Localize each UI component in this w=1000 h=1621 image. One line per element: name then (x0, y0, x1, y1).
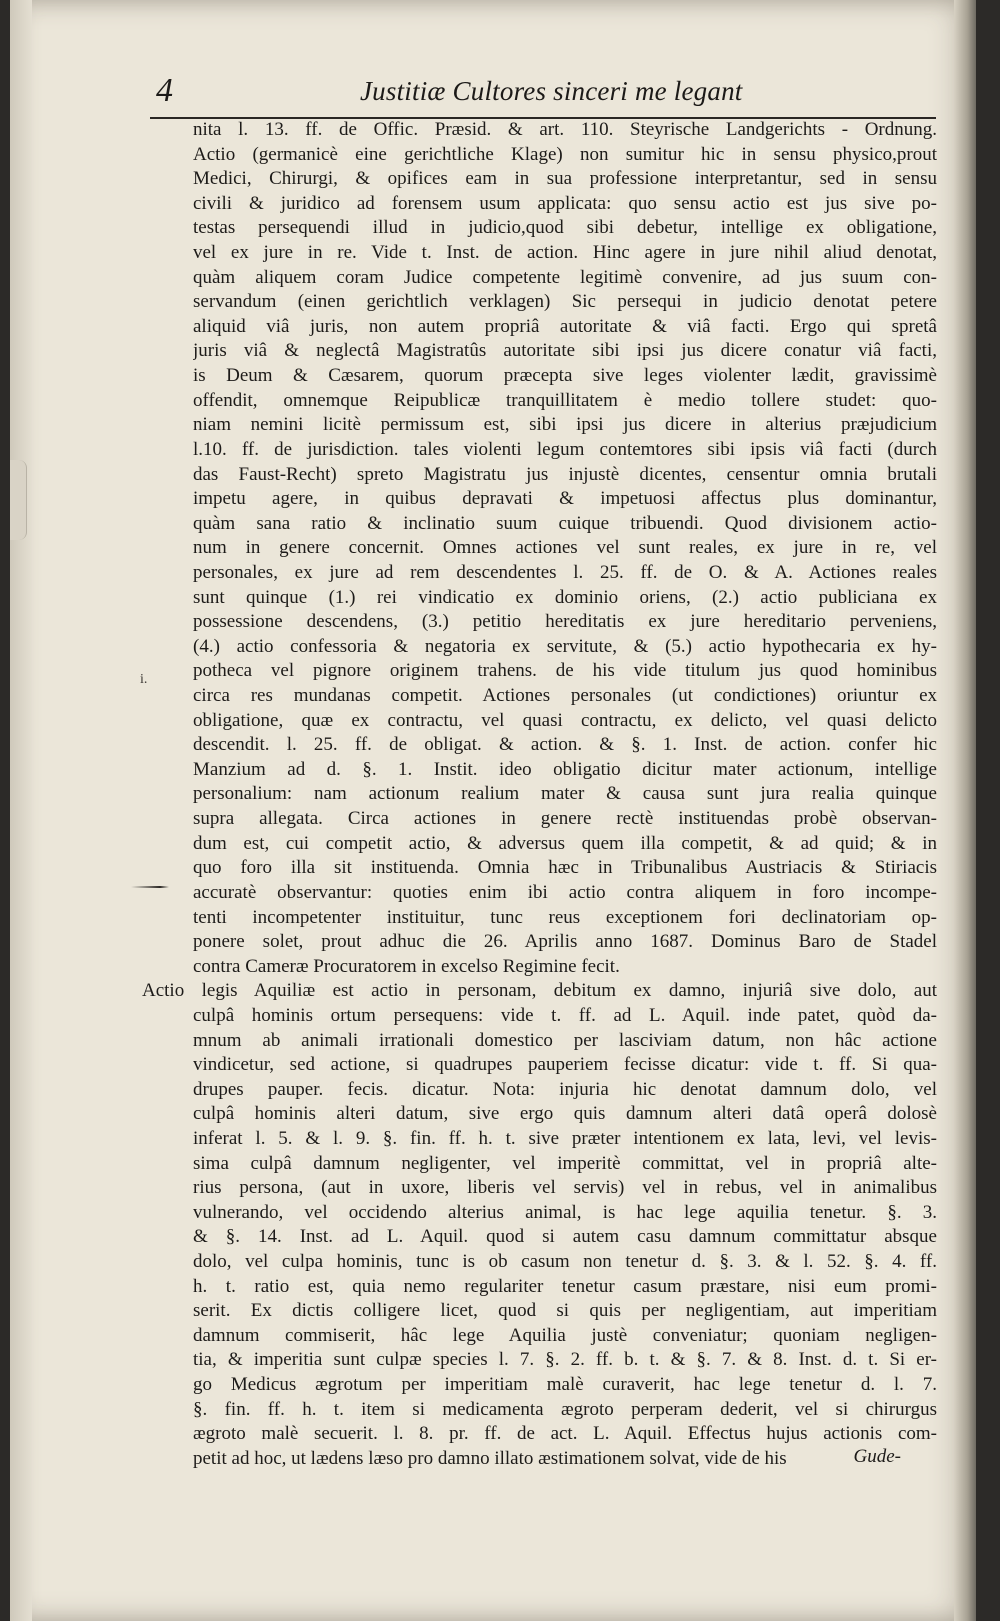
text-line: possessione descendens, (3.) petitio hereditatis ex jure hereditario perveniens, (193, 611, 937, 633)
text-line: Manzium ad d. §. 1. Instit. ideo obligatio dicitur mater actionum, intellige (193, 758, 937, 780)
text-line: & §. 14. Inst. ad L. Aquil. quod si autem casu damnum committatur absque (193, 1226, 937, 1248)
text-line: potheca vel pignore originem trahens. de his vide titulum jus quod hominibus (193, 660, 937, 682)
text-line: sima culpâ damnum negligenter, vel imperitè committat, vel in propriâ alte- (193, 1152, 937, 1174)
text-line: circa res mundanas competit. Actiones personales (ut condictiones) oriuntur ex (193, 685, 937, 707)
page-gutter (10, 0, 32, 1621)
text-line: Actio legis Aquiliæ est actio in personam, debitum ex damno, injuriâ sive dolo, aut (142, 980, 937, 1002)
text-line: civili & juridico ad forensem usum applicata: quo sensu actio est jus sive po- (193, 192, 937, 214)
text-line: das Faust-Recht) spreto Magistratu jus injustè dicentes, censentur omnia brutali (193, 463, 937, 485)
text-line: personales, ex jure ad rem descendentes l. 25. ff. de O. & A. Actiones reales (193, 561, 937, 583)
text-line: §. fin. ff. h. t. item si medicamenta ægroto perperam dederit, vel si chirurgus (193, 1398, 937, 1420)
text-line: servandum (einen gerichtlich verklagen) Sic persequi in judicio denotat petere (193, 291, 937, 313)
text-line: petit ad hoc, ut lædens læso pro damno illato æstimationem solvat, vide de his (193, 1447, 787, 1469)
text-line: dolo, vel culpa hominis, tunc is ob casum non tenetur d. §. 3. & l. 52. §. 4. ff. (193, 1251, 937, 1273)
text-line: quàm aliquem coram Judice competente legitimè convenire, ad jus suum con- (193, 266, 937, 288)
running-title: Justitiæ Cultores sinceri me legant (360, 76, 743, 106)
book-page (10, 0, 976, 1621)
text-line: vulnerando, vel occidendo alterius animal, is hac lege aquilia tenetur. §. 3. (193, 1201, 937, 1223)
text-line: testas persequendi illud in judicio,quod sibi debetur, intellige ex obligatione, (193, 217, 937, 239)
text-line: personalium: nam actionum realium mater & causa sunt jura realia quinque (193, 783, 937, 805)
text-line: culpâ hominis ortum persequens: vide t. ff. ad L. Aquil. inde patet, quòd da- (193, 1004, 937, 1026)
text-line: mnum ab animali irrationali domestico per lasciviam datum, non hâc actione (193, 1029, 937, 1051)
text-line: Actio (germanicè eine gerichtliche Klage) non sumitur hic in sensu physico,prout (193, 143, 937, 165)
text-line: Medici, Chirurgi, & opifices eam in sua professione interpretantur, sed in sensu (193, 168, 937, 190)
page-tab (10, 460, 27, 540)
text-line: impetu agere, in quibus depravati & impetuosi affectus plus dominantur, (193, 488, 937, 510)
text-line: culpâ hominis alteri datum, sive ergo quis damnum alteri datâ operâ dolosè (193, 1103, 937, 1125)
paragraph-actio (142, 118, 937, 979)
text-line: tia, & imperitia sunt culpæ species l. 7. §. 2. ff. b. t. & §. 7. & 8. Inst. d. t. Si er- (193, 1349, 937, 1371)
text-line: tenti incompetenter instituitur, tunc reus exceptionem fori declinatoriam op- (193, 906, 937, 928)
text-line: go Medicus ægrotum per imperitiam malè curaverit, hac lege tenetur d. l. 7. (193, 1374, 937, 1396)
text-line: obligatione, quæ ex contractu, vel quasi contractu, ex delicto, vel quasi delicto (193, 709, 937, 731)
text-line: is Deum & Cæsarem, quorum præcepta sive leges violenter lædit, gravissimè (193, 365, 937, 387)
text-line: aliquid viâ juris, non autem propriâ autoritate & viâ facti. Ergo qui spretâ (193, 315, 937, 337)
text-line: accuratè observantur: quoties enim ibi actio contra aliquem in foro incompe- (193, 881, 937, 903)
text-line: drupes pauper. fecis. dicatur. Nota: injuria hic denotat damnum dolo, vel (193, 1078, 937, 1100)
catchword: Gude- (853, 1446, 901, 1467)
text-line: dum est, cui competit actio, & adversus quem illa competit, & ad quid; & in (193, 832, 937, 854)
text-line: ponere solet, prout adhuc die 26. Aprilis anno 1687. Dominus Baro de Stadel (193, 931, 937, 953)
text-line: (4.) actio confessoria & negatoria ex servitute, & (5.) actio hypothecaria ex hy- (193, 635, 937, 657)
text-line: offendit, omnemque Reipublicæ tranquillitatem è medio tollere studet: quo- (193, 389, 937, 411)
text-line: descendit. l. 25. ff. de obligat. & action. & §. 1. Inst. de action. confer hic (193, 734, 937, 756)
text-line: contra Cameræ Procuratorem in excelso Regimine fecit. (193, 955, 620, 977)
text-line: serit. Ex dictis colligere licet, quod si quis per negligentiam, aut imperitiam (193, 1300, 937, 1322)
page-edge-shadow (954, 0, 976, 1621)
text-line: vel ex jure in re. Vide t. Inst. de action. Hinc agere in jure nihil aliud denotat, (193, 242, 937, 264)
margin-mark-dot: i. (140, 672, 148, 687)
text-line: quo foro illa sit instituenda. Omnia hæc in Tribunalibus Austriacis & Stiriacis (193, 857, 937, 879)
text-line: num in genere concernit. Omnes actiones vel sunt reales, ex jure in re, vel (193, 537, 937, 559)
text-line: rius persona, (aut in uxore, liberis vel servis) vel in rebus, vel in animalibus (193, 1177, 937, 1199)
text-line: nita l. 13. ff. de Offic. Præsid. & art. 110. Steyrische Landgerichts - Ordnung. (193, 119, 937, 140)
paragraph-actio-legis-aquiliae (142, 979, 937, 1471)
page-header (150, 72, 930, 116)
text-line: supra allegata. Circa actiones in genere rectè instituendas probè observan- (193, 808, 937, 830)
page-number: 4 (156, 72, 173, 109)
text-line: vindicetur, sed actione, si quadrupes pauperiem fecisse dicatur: vide t. ff. Si qua- (193, 1054, 937, 1076)
text-line: niam nemini licitè permissum est, sibi ipsi jus dicere in alterius præjudicium (193, 414, 937, 436)
text-line: ægroto malè secuerit. l. 8. pr. ff. de act. L. Aquil. Effectus hujus actionis com- (193, 1423, 937, 1445)
text-line: sunt quinque (1.) rei vindicatio ex dominio oriens, (2.) actio publiciana ex (193, 586, 937, 608)
text-line: quàm sana ratio & inclinatio suum cuique tribuendi. Quod divisionem actio- (193, 512, 937, 534)
text-line: h. t. ratio est, quia nemo regulariter tenetur casum præstare, nisi eum promi- (193, 1275, 937, 1297)
text-line: inferat l. 5. & l. 9. §. fin. ff. h. t. sive præter intentionem ex lata, levi, vel levis- (193, 1127, 937, 1149)
text-line: juris viâ & neglectâ Magistratûs autoritate sibi ipsi jus dicere conatur viâ facti, (193, 340, 937, 362)
text-line: l.10. ff. de jurisdiction. tales violenti legum contemtores sibi ipsis viâ facti (durch (193, 438, 937, 460)
text-line: damnum commiserit, hâc lege Aquilia justè conveniatur; quoniam negligen- (193, 1324, 937, 1346)
text-body (142, 118, 937, 1472)
